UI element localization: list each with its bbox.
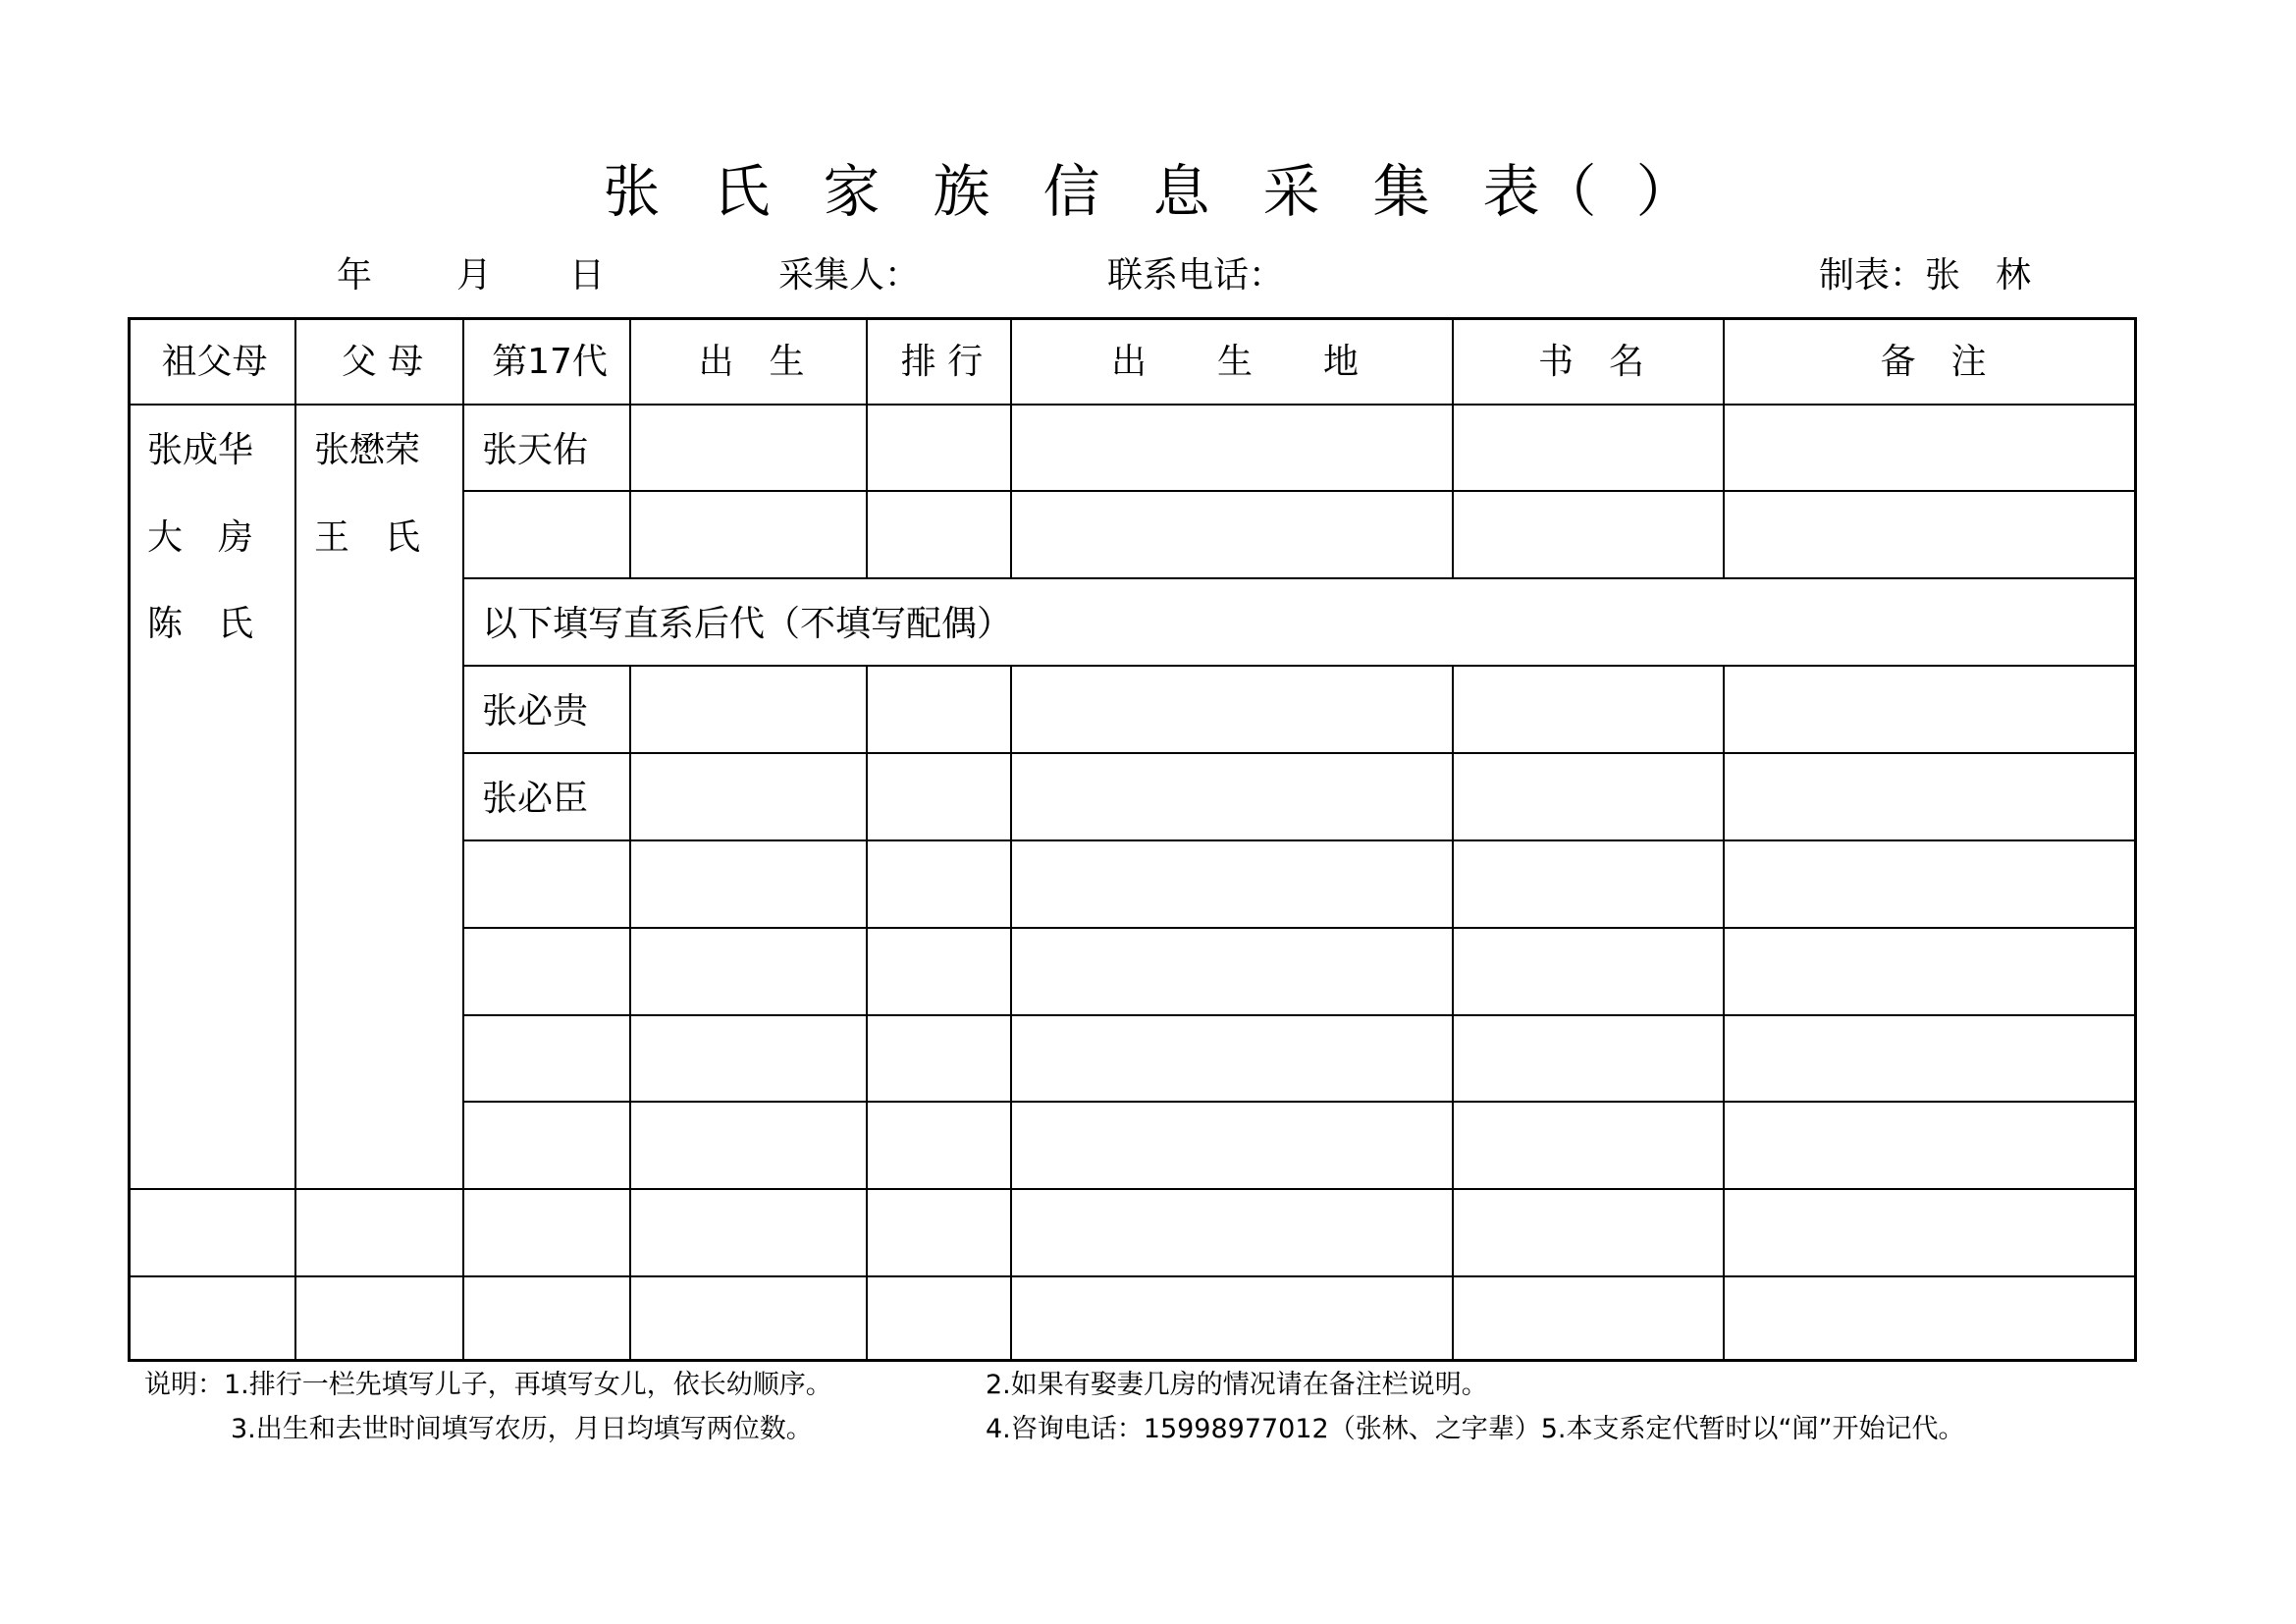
table-column-divider xyxy=(866,317,868,578)
collector-label: 采集人： xyxy=(778,255,921,296)
table-row-divider xyxy=(463,1101,2137,1103)
form-title xyxy=(0,147,2296,236)
title-char: 张 xyxy=(603,158,661,225)
table-row-divider xyxy=(463,490,2137,492)
note-line1-part2: 2.如果有娶妻几房的情况请在备注栏说明。 xyxy=(986,1370,1488,1400)
title-paren-open: （ xyxy=(1539,158,1597,225)
title-char: 采 xyxy=(1262,158,1320,225)
descendant-name: 张必贵 xyxy=(482,691,589,731)
header-book-name: 书 名 xyxy=(1537,341,1644,382)
title-char: 表 xyxy=(1482,158,1540,225)
table-column-divider xyxy=(629,317,631,578)
table-row-divider xyxy=(128,404,2137,406)
table-column-divider xyxy=(1723,666,1725,1362)
header-rank: 排 行 xyxy=(900,341,984,382)
title-char: 族 xyxy=(933,158,990,225)
grandparent-name: 张成华 xyxy=(147,430,254,470)
father-name: 张懋荣 xyxy=(314,430,421,470)
phone-label: 联系电话： xyxy=(1107,255,1285,296)
header-grandparents: 祖父母 xyxy=(161,341,268,382)
title-paren-close: ） xyxy=(1635,158,1693,225)
title-char: 息 xyxy=(1152,158,1210,225)
info-line xyxy=(0,251,2296,300)
header-remarks: 备 注 xyxy=(1880,341,1987,382)
table-row-divider xyxy=(463,665,2137,667)
table-row-divider xyxy=(463,927,2137,929)
date-day-label: 日 xyxy=(569,255,606,296)
table-column-divider xyxy=(1010,666,1012,1362)
note-line2-part2: 4.咨询电话：15998977012（张林、之字辈）5.本支系定代暂时以“闻”开始记代。 xyxy=(986,1414,1965,1444)
note-line1-part1: 说明：1.排行一栏先填写儿子，再填写女儿，依长幼顺序。 xyxy=(144,1370,832,1400)
table-row-divider xyxy=(128,1188,2137,1190)
table-row-divider xyxy=(463,839,2137,841)
table-row-divider xyxy=(128,1275,2137,1277)
title-char: 氏 xyxy=(713,158,771,225)
header-birthplace: 出 生 地 xyxy=(1110,341,1359,382)
table-column-divider xyxy=(1010,317,1012,578)
table-column-divider xyxy=(1452,666,1454,1362)
grandparent-branch: 大 房 xyxy=(147,517,254,558)
table-column-divider xyxy=(462,317,464,1362)
note-line2-part1: 3.出生和去世时间填写农历，月日均填写两位数。 xyxy=(231,1414,813,1444)
date-month-label: 月 xyxy=(456,255,493,296)
header-birth: 出 生 xyxy=(698,341,805,382)
date-year-label: 年 xyxy=(337,255,373,296)
table-maker-label: 制表：张 林 xyxy=(1819,255,2032,296)
table-row-divider xyxy=(463,577,2137,579)
gen17-name: 张天佑 xyxy=(482,430,589,470)
descendant-name: 张必臣 xyxy=(482,779,589,819)
grandmother-name: 陈 氏 xyxy=(147,604,254,644)
table-row-divider xyxy=(463,1014,2137,1016)
title-char: 信 xyxy=(1042,158,1100,225)
header-generation-17: 第17代 xyxy=(492,341,608,382)
table-column-divider xyxy=(1452,317,1454,578)
title-char: 家 xyxy=(823,158,881,225)
header-parents: 父 母 xyxy=(341,341,424,382)
table-column-divider xyxy=(629,666,631,1362)
family-info-table xyxy=(128,317,2137,1362)
descendant-instruction: 以下填写直系后代（不填写配偶） xyxy=(482,604,1013,644)
table-column-divider xyxy=(866,666,868,1362)
mother-name: 王 氏 xyxy=(314,517,421,558)
table-column-divider xyxy=(294,317,296,1362)
table-row-divider xyxy=(463,752,2137,754)
table-column-divider xyxy=(1723,317,1725,578)
title-char: 集 xyxy=(1372,158,1430,225)
